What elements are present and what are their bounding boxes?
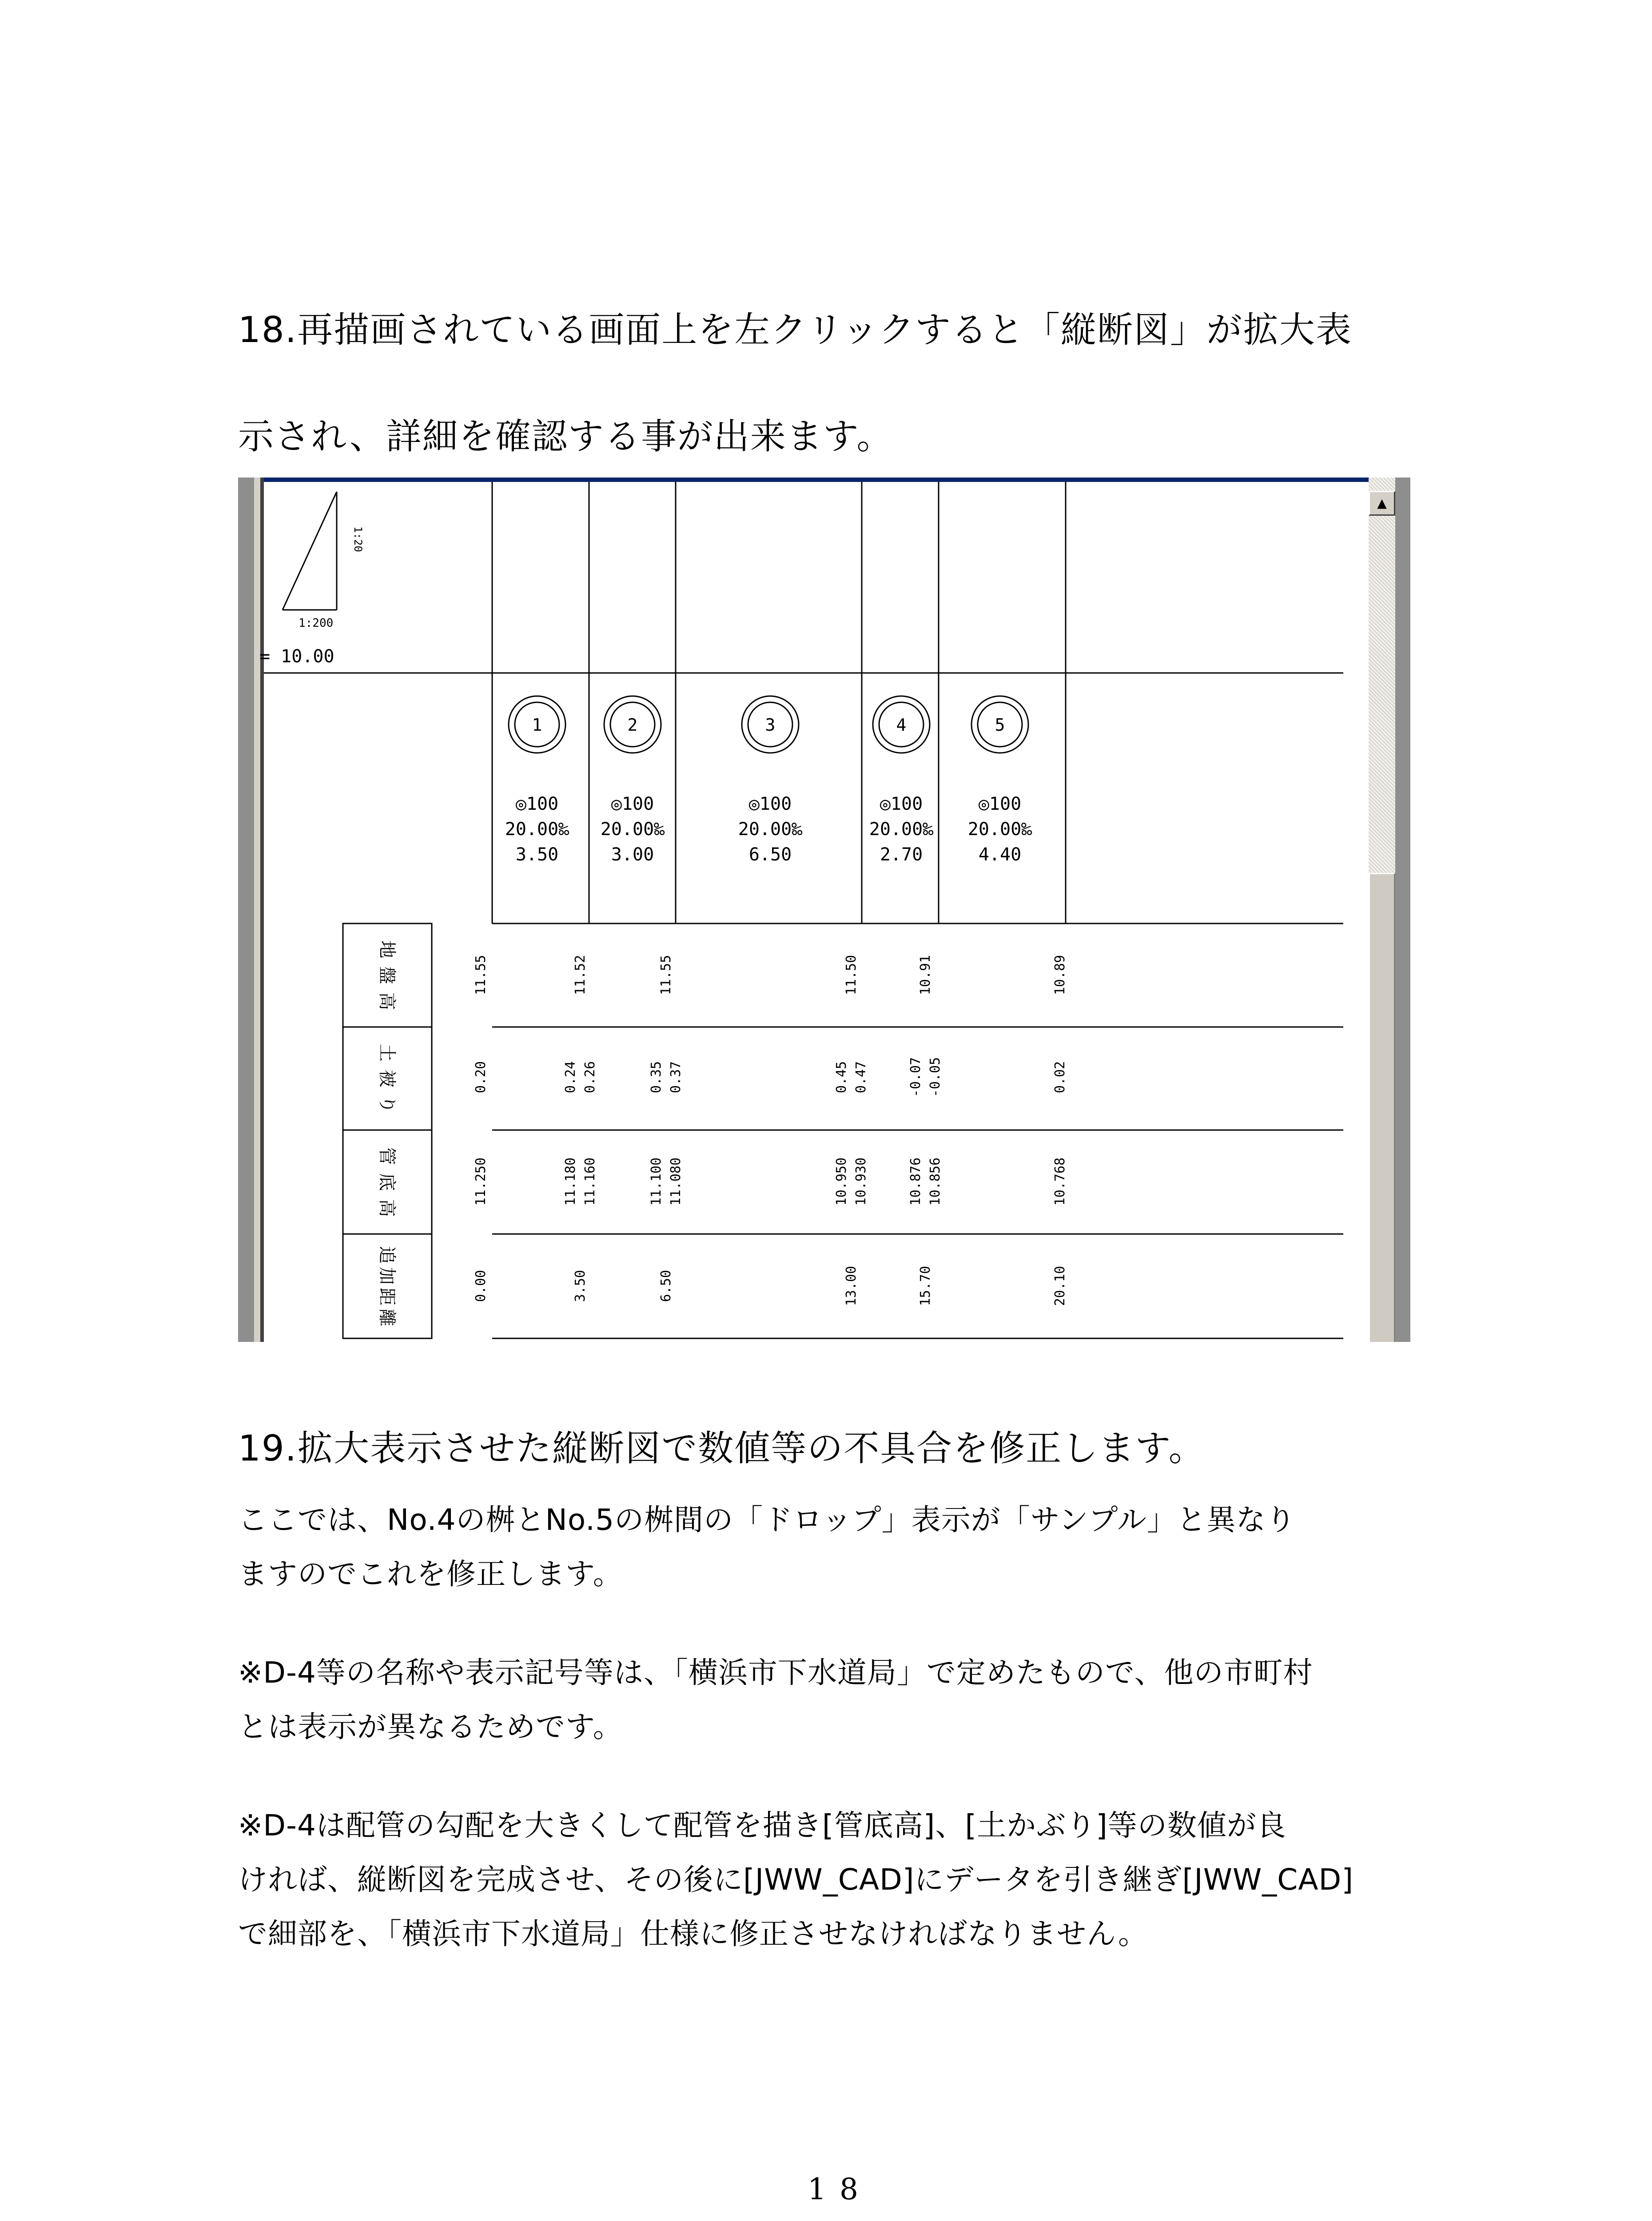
invert-elevation-value: 11.250 [473, 1157, 489, 1206]
step-19-title: 19.拡大表示させた縦断図で数値等の不具合を修正します。 [238, 1428, 1205, 1469]
ground-elevation-value: 11.50 [844, 955, 859, 995]
cumulative-distance-value: 15.70 [918, 1266, 933, 1306]
scroll-up-arrow-icon[interactable]: ▲ [1369, 491, 1395, 516]
invert-elevation-value: 10.930 [853, 1157, 869, 1206]
segment-length: 2.70 [880, 844, 923, 865]
segment-grade: 20.00‰ [505, 819, 569, 840]
cover-depth-value: 0.02 [1052, 1061, 1068, 1094]
paragraph-3-line-1: ※D-4は配管の勾配を大きくして配管を描き[管底高]、[土かぶり]等の数値が良 [238, 1808, 1286, 1843]
segment-grade: 20.00‰ [869, 819, 934, 840]
ground-elevation-value: 11.52 [573, 955, 588, 995]
scale-horizontal-label: 1:200 [299, 617, 334, 630]
paragraph-1-line-2: ますのでこれを修正します。 [238, 1557, 623, 1591]
invert-elevation-value: 10.856 [928, 1157, 943, 1206]
row-label-char: 高 [377, 1199, 397, 1217]
cover-depth-value: 0.20 [473, 1061, 489, 1094]
cover-depth-value: 0.47 [853, 1061, 869, 1094]
segment-number: 1 [532, 715, 542, 735]
row-label-char: 地 [377, 940, 397, 959]
step-18-line-1: 18.再描画されている画面上を左クリックすると「縦断図」が拡大表 [238, 309, 1353, 350]
profile-drawing [238, 478, 1349, 1342]
scale-triangle-hypotenuse [283, 492, 337, 610]
cumulative-distance-value: 6.50 [658, 1270, 674, 1302]
cumulative-distance-value: 20.10 [1052, 1266, 1068, 1306]
row-label-char: 離 [377, 1309, 397, 1326]
invert-elevation-value: 11.160 [582, 1157, 598, 1206]
cover-depth-value: 0.26 [582, 1061, 598, 1094]
cumulative-distance-value: 0.00 [473, 1270, 489, 1302]
cover-depth-value: 0.37 [668, 1061, 684, 1094]
cover-depth-value: -0.07 [908, 1057, 924, 1098]
segment-diameter: ◎100 [515, 794, 559, 814]
datum-label: = 10.00 [259, 646, 334, 667]
ground-elevation-value: 10.89 [1052, 955, 1068, 995]
paragraph-3-line-2: ければ、縦断図を完成させ、その後に[JWW_CAD]にデータを引き継ぎ[JWW_CAD] [238, 1863, 1354, 1897]
segment-diameter: ◎100 [880, 794, 923, 814]
invert-elevation-value: 11.100 [649, 1157, 664, 1206]
ground-elevation-value: 11.55 [658, 955, 674, 995]
invert-elevation-value: 10.950 [834, 1157, 849, 1206]
invert-elevation-value: 10.768 [1052, 1157, 1068, 1206]
row-label-char: 高 [377, 992, 397, 1010]
row-label-char: 盤 [377, 966, 397, 984]
paragraph-2-line-1: ※D-4等の名称や表示記号等は、「横浜市下水道局」で定めたもので、他の市町村 [238, 1656, 1313, 1690]
row-label-char: 距 [377, 1288, 397, 1306]
ground-elevation-value: 11.55 [473, 955, 489, 995]
step-18-line-2: 示され、詳細を確認する事が出来ます。 [238, 416, 893, 457]
invert-elevation-value: 10.876 [908, 1157, 924, 1206]
cover-depth-value: -0.05 [928, 1057, 943, 1098]
segment-length: 6.50 [748, 844, 792, 865]
row-label-char: 被 [377, 1070, 397, 1087]
paragraph-3-line-3: で細部を、「横浜市下水道局」仕様に修正させなければなりません。 [238, 1917, 1148, 1951]
segment-grade: 20.00‰ [738, 819, 803, 840]
segment-grade: 20.00‰ [967, 819, 1032, 840]
row-label-char: 加 [377, 1267, 397, 1285]
ground-elevation-value: 10.91 [918, 955, 933, 995]
cover-depth-value: 0.45 [834, 1061, 849, 1094]
cover-depth-value: 0.35 [649, 1061, 664, 1094]
scale-vertical-label: 1:20 [352, 526, 364, 552]
segment-number: 5 [995, 715, 1005, 735]
row-label-char: り [377, 1095, 397, 1113]
row-label-char: 管 [377, 1147, 397, 1165]
segment-diameter: ◎100 [748, 794, 792, 814]
cumulative-distance-value: 13.00 [844, 1266, 859, 1306]
row-label-char: 土 [377, 1044, 397, 1062]
window-frame-right [1395, 478, 1410, 1342]
segment-diameter: ◎100 [978, 794, 1022, 814]
invert-elevation-value: 11.080 [668, 1157, 684, 1206]
cumulative-distance-value: 3.50 [573, 1270, 588, 1302]
vertical-scrollbar-thumb[interactable] [1369, 873, 1395, 1342]
paragraph-1-line-1: ここでは、No.4の桝とNo.5の桝間の「ドロップ」表示が「サンプル」と異なり [238, 1503, 1296, 1537]
segment-length: 4.40 [978, 844, 1022, 865]
longitudinal-profile-screenshot [238, 478, 1410, 1342]
segment-diameter: ◎100 [611, 794, 654, 814]
invert-elevation-value: 11.180 [563, 1157, 578, 1206]
row-label-char: 底 [377, 1173, 397, 1191]
cover-depth-value: 0.24 [563, 1061, 578, 1094]
segment-length: 3.00 [611, 844, 654, 865]
page-number: 18 [808, 2172, 872, 2206]
segment-length: 3.50 [515, 844, 559, 865]
segment-number: 4 [896, 715, 907, 735]
segment-grade: 20.00‰ [600, 819, 665, 840]
row-label-char: 追 [377, 1246, 397, 1264]
segment-number: 3 [765, 715, 776, 735]
paragraph-2-line-2: とは表示が異なるためです。 [238, 1710, 623, 1744]
segment-number: 2 [627, 715, 638, 735]
